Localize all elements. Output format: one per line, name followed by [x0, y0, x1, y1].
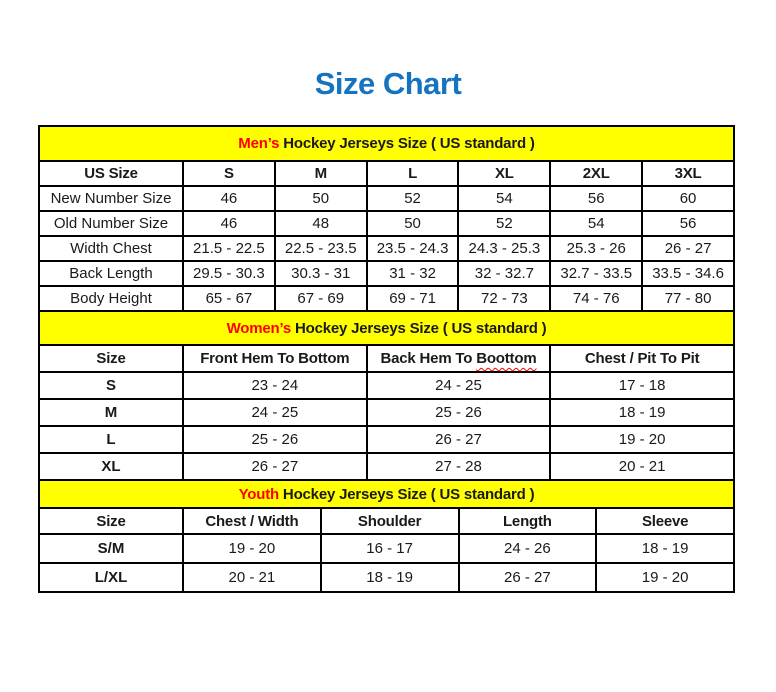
mens-row-label: Back Length — [39, 261, 183, 286]
mens-value-cell: 65 - 67 — [183, 286, 275, 311]
mens-value-cell: 26 - 27 — [642, 236, 734, 261]
mens-value-cell: 72 - 73 — [458, 286, 550, 311]
mens-row-label: Width Chest — [39, 236, 183, 261]
mens-caption — [39, 126, 734, 161]
size-chart-page — [0, 66, 776, 593]
mens-value-cell: 50 — [275, 186, 367, 211]
womens-caption-text: Hockey Jerseys Size ( US standard ) — [291, 319, 547, 337]
youth-row-label: S/M — [39, 534, 183, 563]
womens-header-row — [39, 345, 734, 372]
mens-value-cell: 31 - 32 — [367, 261, 459, 286]
womens-row-label: XL — [39, 453, 183, 480]
womens-value-cell: 24 - 25 — [183, 399, 367, 426]
womens-value-cell: 25 - 26 — [183, 426, 367, 453]
youth-value-cell: 20 - 21 — [183, 563, 321, 592]
mens-value-cell: 29.5 - 30.3 — [183, 261, 275, 286]
mens-table-row — [39, 261, 734, 286]
youth-table-row — [39, 534, 734, 563]
mens-value-cell: 50 — [367, 211, 459, 236]
mens-col-header: L — [367, 161, 459, 186]
mens-value-cell: 21.5 - 22.5 — [183, 236, 275, 261]
mens-value-cell: 32.7 - 33.5 — [550, 261, 642, 286]
womens-size-table — [38, 310, 735, 481]
youth-caption-row — [39, 480, 734, 508]
mens-value-cell: 46 — [183, 211, 275, 236]
youth-row-label: L/XL — [39, 563, 183, 592]
womens-value-cell: 27 - 28 — [367, 453, 551, 480]
mens-value-cell: 22.5 - 23.5 — [275, 236, 367, 261]
mens-value-cell: 33.5 - 34.6 — [642, 261, 734, 286]
youth-value-cell: 19 - 20 — [183, 534, 321, 563]
youth-header-row — [39, 508, 734, 534]
womens-caption-row — [39, 311, 734, 345]
mens-col-header: US Size — [39, 161, 183, 186]
womens-col-header: Size — [39, 345, 183, 372]
womens-value-cell: 26 - 27 — [183, 453, 367, 480]
mens-value-cell: 25.3 - 26 — [550, 236, 642, 261]
womens-table-row — [39, 372, 734, 399]
youth-value-cell: 24 - 26 — [459, 534, 597, 563]
mens-value-cell: 30.3 - 31 — [275, 261, 367, 286]
womens-value-cell: 17 - 18 — [550, 372, 734, 399]
mens-value-cell: 60 — [642, 186, 734, 211]
womens-row-label: L — [39, 426, 183, 453]
mens-value-cell: 56 — [642, 211, 734, 236]
youth-table-row — [39, 563, 734, 592]
mens-value-cell: 52 — [458, 211, 550, 236]
mens-size-table — [38, 125, 735, 312]
mens-col-header: 2XL — [550, 161, 642, 186]
mens-col-header: S — [183, 161, 275, 186]
youth-col-header: Shoulder — [321, 508, 459, 534]
womens-row-label: S — [39, 372, 183, 399]
youth-value-cell: 26 - 27 — [459, 563, 597, 592]
youth-value-cell: 18 - 19 — [596, 534, 734, 563]
mens-value-cell: 69 - 71 — [367, 286, 459, 311]
mens-row-label: Body Height — [39, 286, 183, 311]
mens-value-cell: 48 — [275, 211, 367, 236]
mens-table-row — [39, 211, 734, 236]
womens-table-row — [39, 399, 734, 426]
womens-col-header: Front Hem To Bottom — [183, 345, 367, 372]
youth-col-header: Length — [459, 508, 597, 534]
mens-value-cell: 56 — [550, 186, 642, 211]
mens-caption-highlight: Men’s — [238, 135, 280, 152]
mens-value-cell: 46 — [183, 186, 275, 211]
mens-table-row — [39, 236, 734, 261]
youth-value-cell: 19 - 20 — [596, 563, 734, 592]
womens-table-row — [39, 426, 734, 453]
womens-value-cell: 24 - 25 — [367, 372, 551, 399]
mens-row-label: Old Number Size — [39, 211, 183, 236]
mens-value-cell: 74 - 76 — [550, 286, 642, 311]
mens-value-cell: 52 — [367, 186, 459, 211]
misspelled-word: Boottom — [476, 350, 537, 367]
youth-col-header: Chest / Width — [183, 508, 321, 534]
womens-value-cell: 25 - 26 — [367, 399, 551, 426]
youth-caption-text: Hockey Jerseys Size ( US standard ) — [278, 485, 535, 503]
mens-col-header: XL — [458, 161, 550, 186]
womens-caption-highlight: Women’s — [226, 319, 292, 337]
mens-value-cell: 23.5 - 24.3 — [367, 236, 459, 261]
youth-col-header: Sleeve — [596, 508, 734, 534]
mens-value-cell: 77 - 80 — [642, 286, 734, 311]
mens-caption-row — [39, 126, 734, 161]
mens-table-row — [39, 286, 734, 311]
womens-value-cell: 23 - 24 — [183, 372, 367, 399]
womens-value-cell: 19 - 20 — [550, 426, 734, 453]
womens-table-row — [39, 453, 734, 480]
size-tables-container — [38, 125, 735, 593]
youth-caption — [39, 480, 734, 508]
mens-value-cell: 67 - 69 — [275, 286, 367, 311]
womens-col-header: Back Hem To Boottom — [367, 345, 551, 372]
womens-value-cell: 18 - 19 — [550, 399, 734, 426]
mens-row-label: New Number Size — [39, 186, 183, 211]
mens-value-cell: 24.3 - 25.3 — [458, 236, 550, 261]
womens-value-cell: 20 - 21 — [550, 453, 734, 480]
womens-col-header: Chest / Pit To Pit — [550, 345, 734, 372]
youth-size-table — [38, 479, 735, 593]
mens-value-cell: 32 - 32.7 — [458, 261, 550, 286]
womens-value-cell: 26 - 27 — [367, 426, 551, 453]
mens-value-cell: 54 — [550, 211, 642, 236]
youth-col-header: Size — [39, 508, 183, 534]
mens-table-row — [39, 186, 734, 211]
mens-col-header: 3XL — [642, 161, 734, 186]
youth-caption-highlight: Youth — [238, 485, 279, 503]
womens-caption — [39, 311, 734, 345]
mens-header-row — [39, 161, 734, 186]
page-title: Size Chart — [314, 66, 462, 101]
mens-col-header: M — [275, 161, 367, 186]
youth-value-cell: 18 - 19 — [321, 563, 459, 592]
mens-value-cell: 54 — [458, 186, 550, 211]
mens-caption-text: Hockey Jerseys Size ( US standard ) — [279, 135, 535, 152]
womens-row-label: M — [39, 399, 183, 426]
youth-value-cell: 16 - 17 — [321, 534, 459, 563]
